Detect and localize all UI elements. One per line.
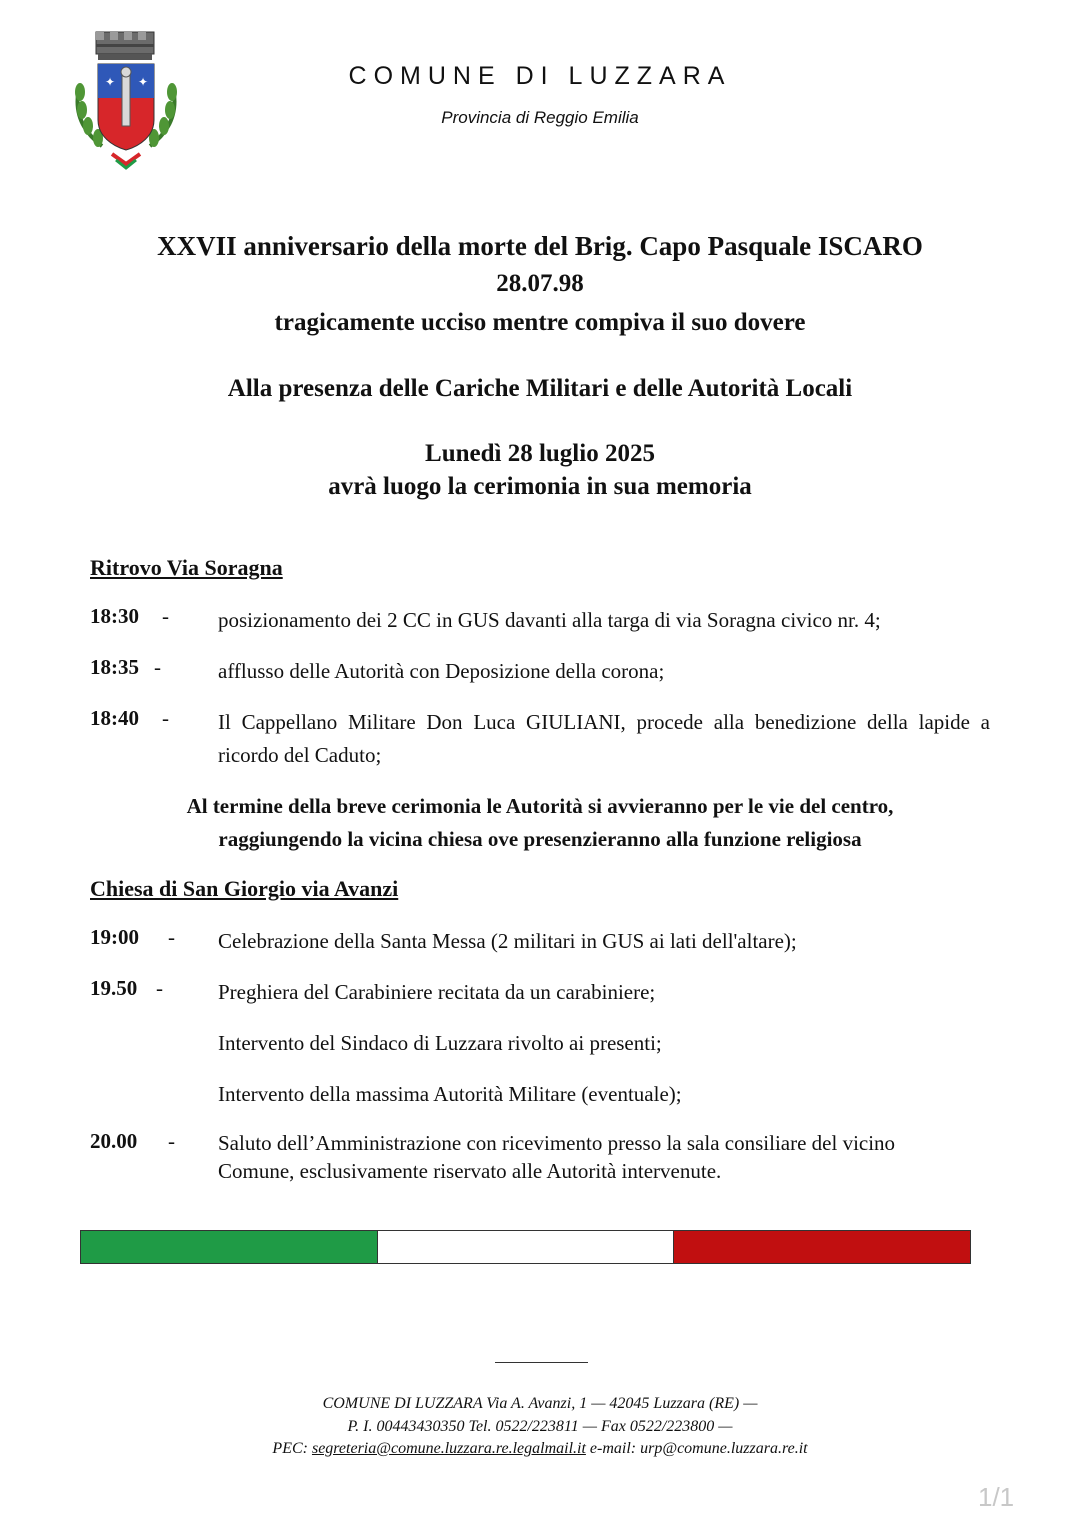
footer-pec-label: PEC: [272, 1440, 308, 1457]
schedule-text: Intervento della massima Autorità Militare (eventuale); [218, 1082, 682, 1106]
schedule-time: 19.50 [90, 976, 138, 1000]
schedule-text: Saluto dell’Amministrazione con ricevimento presso la sala consiliare del vicino Comune, esclusivamente riservato alle Autorità intervenute. [218, 1131, 896, 1183]
flag-red-stripe [674, 1231, 970, 1263]
section-title-chiesa: Chiesa di San Giorgio via Avanzi [90, 876, 399, 901]
heading-anniversary: XXVII anniversario della morte del Brig. Capo Pasquale ISCARO [157, 231, 923, 261]
footer-phone: P. I. 00443430350 Tel. 0522/223811 — Fax 0522/223800 — [347, 1418, 733, 1435]
ceremony-note-line1: Al termine della breve cerimonia le Autorità si avvieranno per le vie del centro, [186, 794, 894, 818]
schedule-text: Intervento del Sindaco di Luzzara rivolto ai presenti; [218, 1031, 662, 1055]
event-description: avrà luogo la cerimonia in sua memoria [328, 473, 752, 500]
schedule-time: 18:35 [90, 655, 139, 679]
schedule-time: 20.00 [90, 1129, 138, 1153]
email-address[interactable]: urp@comune.luzzara.re.it [640, 1440, 808, 1457]
schedule-text: Celebrazione della Santa Messa (2 militari in GUS ai lati dell'altare); [218, 929, 797, 953]
schedule-dash: - [154, 655, 161, 679]
schedule-text: Preghiera del Carabiniere recitata da un carabiniere; [218, 980, 656, 1004]
coat-of-arms-icon [72, 28, 180, 173]
schedule-text: Il Cappellano Militare Don Luca GIULIANI, procede alla benedizione della lapide a ricordo del Caduto; [218, 710, 990, 767]
schedule-dash: - [168, 925, 175, 949]
footer-divider [495, 1362, 588, 1363]
italian-flag-band [80, 1230, 971, 1264]
schedule-dash: - [156, 976, 163, 1000]
ceremony-note-line2: raggiungendo la vicina chiesa ove presenzieranno alla funzione religiosa [218, 827, 862, 851]
flag-white-stripe [377, 1231, 675, 1263]
heading-authorities: Alla presenza delle Cariche Militari e delle Autorità Locali [227, 375, 853, 402]
schedule-dash: - [168, 1129, 175, 1153]
heading-date-of-death: 28.07.98 [496, 270, 584, 297]
footer-email-label: e-mail: [589, 1440, 637, 1457]
schedule-dash: - [162, 706, 169, 730]
footer-address: COMUNE DI LUZZARA Via A. Avanzi, 1 — 42045 Luzzara (RE) — [322, 1395, 758, 1412]
schedule-time: 18:30 [90, 604, 139, 628]
province-subtitle: Provincia di Reggio Emilia [441, 108, 639, 127]
event-date: Lunedì 28 luglio 2025 [425, 440, 655, 467]
schedule-text: posizionamento dei 2 CC in GUS davanti alla targa di via Soragna civico nr. 4; [218, 608, 881, 632]
schedule-dash: - [162, 604, 169, 628]
svg-text:✦: ✦ [105, 75, 116, 89]
pec-email-link[interactable]: segreteria@comune.luzzara.re.legalmail.it [311, 1440, 586, 1457]
schedule-time: 19:00 [90, 925, 139, 949]
flag-green-stripe [81, 1231, 377, 1263]
schedule-text: afflusso delle Autorità con Deposizione della corona; [218, 659, 665, 683]
section-title-via-soragna: Ritrovo Via Soragna [90, 555, 283, 580]
page-indicator: 1/1 [978, 1482, 1015, 1512]
svg-text:✦: ✦ [138, 75, 149, 89]
municipality-title: COMUNE DI LUZZARA [348, 62, 732, 90]
footer-email-line [0, 1440, 1080, 1458]
heading-subtitle: tragicamente ucciso mentre compiva il suo dovere [274, 309, 806, 336]
schedule-time: 18:40 [90, 706, 139, 730]
